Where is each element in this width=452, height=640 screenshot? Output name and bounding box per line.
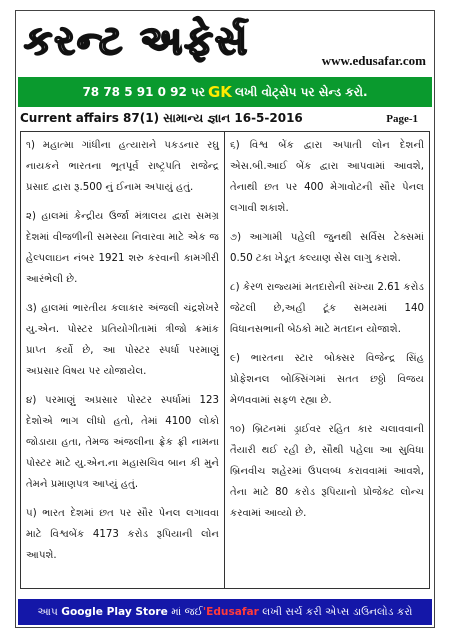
sub-header — [20, 111, 432, 129]
banner-gk-keyword: GK — [208, 83, 232, 101]
masthead — [16, 11, 434, 75]
banner-instruction-text: લખી વોટ્સેપ પર સેન્ડ કરો. — [234, 84, 368, 99]
banner-phone-text: 78 78 5 91 0 92 પર — [82, 84, 205, 99]
footer-text-mid: માં જઈ — [171, 605, 203, 618]
news-item: ૨) હાલમાં કેન્દ્રીય ઉર્જા મંત્રાલય દ્વારા સમગ્ર દેશમાં વીજળીની સમસ્યા નિવારવા માટે એક જ હેલ્પલાઇન નંબર 1921 શરુ કરવાની કામગીરી આરંભેલી છે. — [26, 211, 219, 285]
footer-text-post: લખી સર્ચ કરી એપ્સ ડાઉનલોડ કરો — [262, 605, 413, 618]
news-item: ૪) પરમાણું અપ્રસાર પોસ્ટર સ્પર્ધામાં 123 દેશોએ ભાગ લીધો હતો, તેમાં 4100 લોકો જોડાયા હતા, તેમજ અંજલીના ફ્રેક ફ્રી નામના પોસ્ટર માટે યુ.એન.ના મહાસચિવ બાન કી મુને તેમને પ્રમાણપત્ર આપ્યું હતું. — [26, 395, 219, 490]
footer-text-pre: આપ — [37, 605, 58, 618]
news-item: ૭) આગામી પહેલી જુનથી સર્વિસ ટેક્સમાં 0.50 ટકા ખેડૂત કલ્યાણ સેસ લાગુ કરાશે. — [230, 232, 424, 264]
right-column — [225, 131, 430, 589]
news-item: ૬) વિશ્વ બેંક દ્વારા અપાતી લોન દેશની એસ.બી.આઈ બેંક દ્વારા આપવામાં આવશે, તેનાથી છત પર 400 મેગાવોટની સૌર પેનલ લગાવી શકાશે. — [230, 140, 424, 214]
website-url: www.edusafar.com — [321, 53, 426, 68]
news-item: ૧) મહાત્મા ગાંધીના હત્યારાને પકડનાર રઘુ નાયકને ભારતના ભૂતપૂર્વ રાષ્ટ્રપતિ રાજેન્દ્ર પ્રસાદ દ્વારા રૂ.500 નું ઈનામ અપાયું હતું. — [26, 140, 219, 193]
news-item: ૮) કેરળ રાજ્યમાં મતદારોની સંખ્યા 2.61 કરોડ જેટલી છે,અહી ટૂંક સમયમાં 140 વિધાનસભાની બેઠકો માટે મતદાન યોજાશે. — [230, 282, 424, 335]
poster-frame — [15, 10, 435, 628]
download-footer — [18, 599, 432, 625]
left-column — [20, 131, 225, 589]
news-item: ૫) ભારત દેશમાં છત પર સૌર પેનલ લગાવવા માટે વિશ્વબેંક 4173 કરોડ રૂપિયાની લોન આપશે. — [26, 508, 219, 561]
news-item: ૩) હાલમાં ભારતીય કલાકાર અંજલી ચંદ્રશેખરે યુ.એન. પોસ્ટર પ્રતિયોગીતામાં ત્રીજો ક્રમાંક પ્રાપ્ત કર્યો છે, આ પોસ્ટર સ્પર્ધા પરમાણું અપ્રસાર વિષય પર યોજાયેલ. — [26, 303, 219, 377]
footer-store-name: Google Play Store — [61, 606, 168, 618]
news-columns — [20, 131, 430, 589]
footer-app-name: 'Edusafar — [202, 606, 259, 618]
poster-title: કરન્ટ અફેર્સ — [24, 18, 250, 64]
news-item: ૯) ભારતના સ્ટાર બોક્સર વિજેન્દ્ર સિંહ પ્રોફેશનલ બોક્સિંગમાં સતત છઠ્ઠો વિજય મેળવવામાં સફળ રહ્યા છે. — [230, 353, 424, 406]
news-item: ૧૦) બ્રિટનમાં ડ્રાઈવર રહિત કાર ચલાવવાની તૈયારી થઈ રહી છે, સૌથી પહેલા આ સુવિધા બ્રિનવીચ શહેરમાં ઉપલબ્ધ કરાવવામાં આવશે, તેના માટે 80 કરોડ રૂપિયાનો પ્રોજેક્ટ લોન્ચ કરવામાં આવ્યો છે. — [230, 424, 424, 519]
page-number: Page-1 — [386, 113, 418, 125]
whatsapp-banner — [18, 77, 432, 107]
issue-title: Current affairs 87(1) સામાન્ય જ્ઞાન 16-5-2016 — [20, 111, 303, 125]
